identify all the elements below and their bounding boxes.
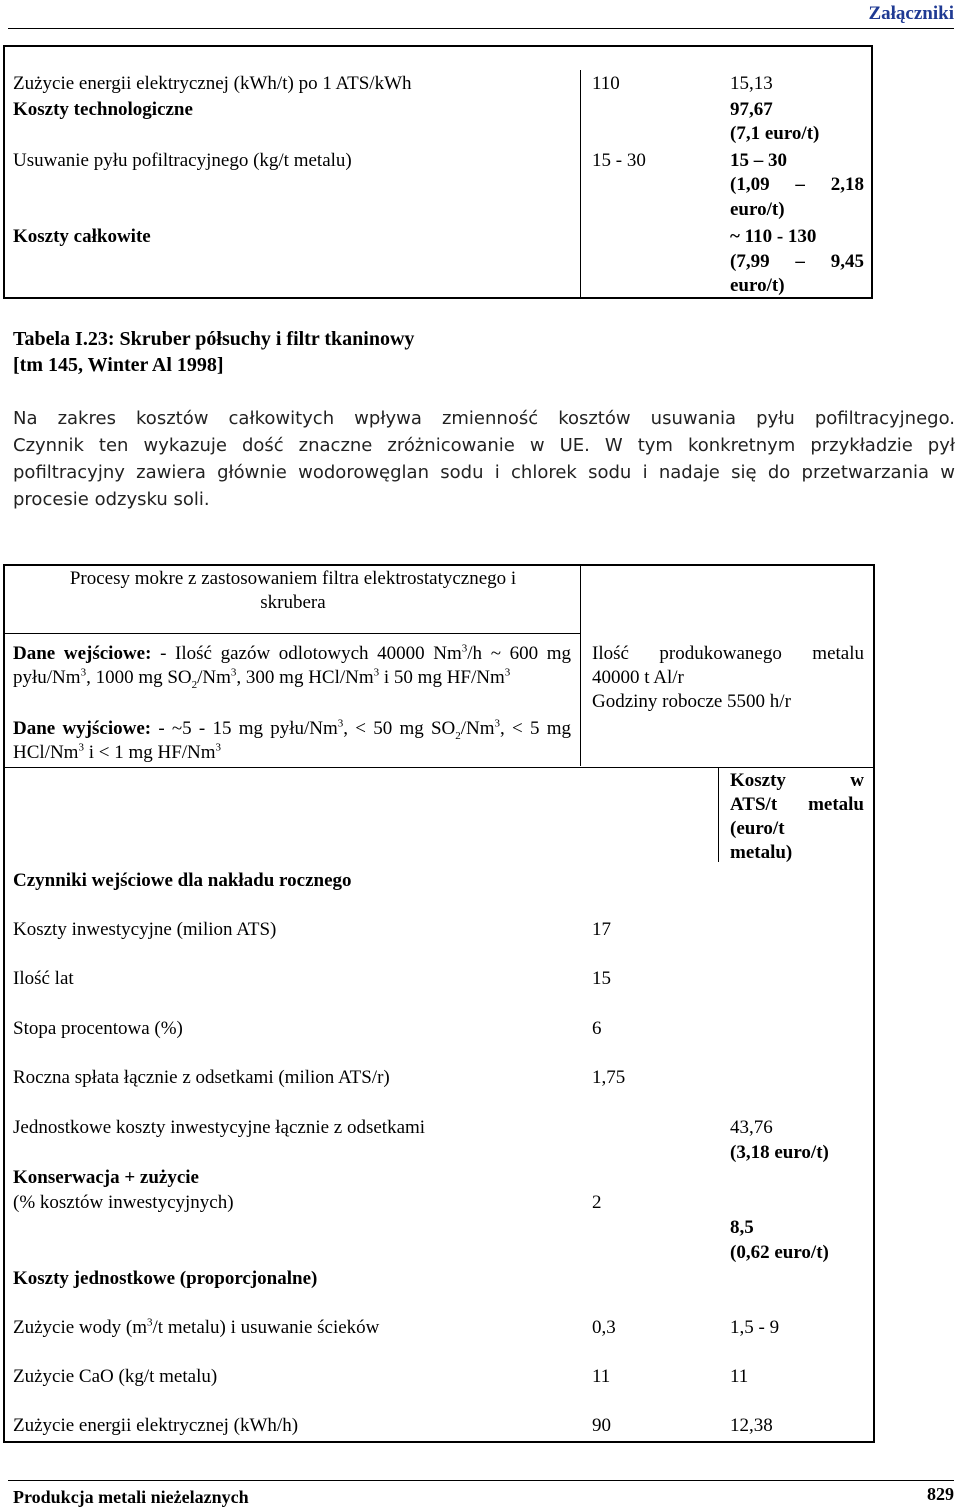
table-cell-cost-euro: euro/t) [730,199,785,220]
table-caption-source: [tm 145, Winter Al 1998] [13,354,224,376]
input-data-text: - Ilość gazów odlotowych 40000 Nm$^3$/h ~ 600 mg pyłu/Nm$^3$, 1000 mg $SO_2/Nm^3$, 300 mg HCl/Nm$^3$ i 50 mg HF/Nm$^3$ [13,642,572,691]
table-row-cost-euro: (0,62 euro/t) [730,1242,829,1263]
paragraph-line: pofiltracyjny zawiera głównie wodorowęglan sodu i chlorek sodu i nadaje się do przetwarzania w [13,462,955,483]
output-data [13,717,571,765]
table-cell-cost-euro: (1,09 – 2,18 [730,174,864,195]
table-row-value: 11 [592,1366,611,1387]
section-header: Załączniki [868,3,954,24]
table-row-sublabel: (% kosztów inwestycyjnych) [13,1192,234,1213]
table-row-label: Stopa procentowa (%) [13,1018,183,1039]
cost-header-line: Koszty w [730,770,864,791]
table-column-divider [718,767,719,862]
table-title-line: Procesy mokre z zastosowaniem filtra elektrostatycznego i [69,568,517,589]
input-data [13,642,571,690]
table-cell-label: Zużycie energii elektrycznej (kWh/t) po 1 ATS/kWh [13,73,412,94]
table-row-value: 90 [592,1415,611,1436]
table-row-cost-euro: (3,18 euro/t) [730,1142,829,1163]
production-info [592,642,864,714]
cost-column-header [730,769,864,865]
table-row-label: Konserwacja + zużycie [13,1167,199,1188]
table-row-value: 17 [592,919,611,940]
body-paragraph [13,405,955,513]
page-number: 829 [927,1484,954,1504]
table-row-label: Zużycie wody ($m^3/t$ metalu) i usuwanie ścieków [13,1316,380,1338]
table-row-cost: 8,5 [730,1217,754,1238]
production-info-line: 40000 t Al/r [592,667,684,688]
production-info-line: Ilość produkowanego metalu [592,643,864,664]
table-row-cost: 12,38 [730,1415,773,1436]
output-data-label: Dane wyjściowe: [13,718,152,739]
table-row-value: 1,75 [592,1067,626,1088]
paragraph-line: Czynnik ten wykazuje dość znaczne zróżnicowanie w UE. W tym konkretnym przykładzie pył [13,435,955,456]
table-cell-label: Usuwanie pyłu pofiltracyjnego (kg/t metalu) [13,150,352,171]
table-row-divider [5,633,581,634]
table-row-label: Zużycie energii elektrycznej (kWh/h) [13,1415,299,1436]
table-cell-cost-euro: (7,1 euro/t) [730,123,820,144]
cost-header-line: ATS/t metalu [730,794,864,815]
table-caption: Tabela I.23: Skruber półsuchy i filtr tkaninowy [13,328,415,350]
table-row-label: Ilość lat [13,968,74,989]
table-row-cost: 11 [730,1366,749,1387]
production-info-line: Godziny robocze 5500 h/r [592,691,791,712]
table-row-value: 6 [592,1018,602,1039]
table-cell-label: Koszty całkowite [13,226,151,247]
table-row-label: Jednostkowe koszty inwestycyjne łącznie z odsetkami [13,1117,426,1138]
paragraph-line: Na zakres kosztów całkowitych wpływa zmienność kosztów usuwania pyłu pofiltracyjnego. [13,408,955,429]
table-cell-cost: 15,13 [730,73,773,94]
table-cell-cost: 15 – 30 [730,150,787,171]
table-cell-cost-euro: (7,99 – 9,45 [730,251,864,272]
table-column-divider [580,70,581,298]
table-row-cost: 43,76 [730,1117,773,1138]
paragraph-line: procesie odzysku soli. [13,489,210,510]
table-row-value: 0,3 [592,1317,616,1338]
table-row-divider [5,767,873,768]
table-cell-cost-euro: euro/t) [730,275,785,296]
table-row-cost: 1,5 - 9 [730,1317,780,1338]
table-cell-value: 110 [592,73,620,94]
table-title [5,567,581,615]
footer-title: Produkcja metali nieżelaznych [13,1487,249,1507]
table-row-label: Koszty inwestycyjne (milion ATS) [13,919,277,940]
table-row-label: Roczna spłata łącznie z odsetkami (milion ATS/r) [13,1067,390,1088]
table-cell-value: 15 - 30 [592,150,646,171]
table-cell-cost: 97,67 [730,99,773,120]
table-row-label: Zużycie CaO (kg/t metalu) [13,1366,218,1387]
table-row-value: 15 [592,968,611,989]
cost-header-line: (euro/t [730,818,785,839]
table-cell-label: Koszty technologiczne [13,99,193,120]
table-row-value: 2 [592,1192,602,1213]
cost-header-line: metalu) [730,842,793,863]
table-cell-cost: ~ 110 - 130 [730,226,817,247]
input-data-label: Dane wejściowe: [13,643,152,664]
factors-label: Czynniki wejściowe dla nakładu rocznego [13,870,352,891]
header-divider [8,28,954,29]
output-data-text: - ~5 - 15 mg pyłu/$Nm^3$, < 50 mg $SO_2/Nm^3$, < 5 mg HCl/Nm$^3$ i < 1 mg HF/Nm$^3$ [13,717,571,763]
footer-divider [8,1480,954,1481]
table-title-line: skrubera [260,592,326,613]
proportional-label: Koszty jednostkowe (proporcjonalne) [13,1268,318,1289]
